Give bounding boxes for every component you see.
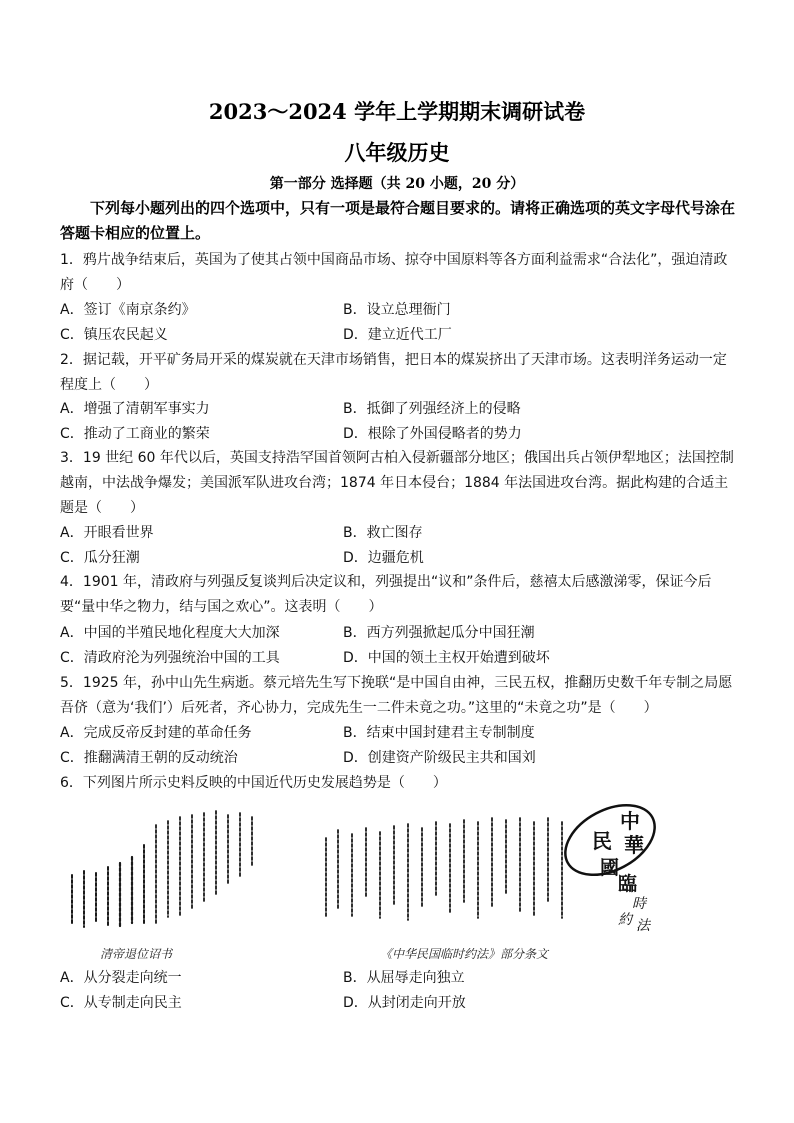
svg-text:法: 法 xyxy=(636,918,650,934)
figure-1-caption: 清帝退位诏书 xyxy=(100,947,173,961)
instructions: 下列每小题列出的四个选项中，只有一项是最符合题目要求的。请将正确选项的英文字母代号涂在答题卡相应的位置上。 xyxy=(60,199,736,242)
question-5-option-c: C．推翻满清王朝的反动统治 xyxy=(60,750,238,766)
question-6-option-d: D．从封闭走向开放 xyxy=(343,995,466,1011)
question-2-option-c: C．推动了工商业的繁荣 xyxy=(60,426,210,442)
question-5-stem: 5．1925 年，孙中山先生病逝。蔡元培先生写下挽联“是中国自由神，三民五权，推翻历史数千年专制之局愿吾侪（意为‘我们’）后死者，齐心协力，完成先生一二件未竟之功。”这里的“未竟之功”是（ ） xyxy=(60,675,733,716)
question-3-stem: 3．19 世纪 60 年代以后，英国支持浩罕国首领阿古柏入侵新疆部分地区；俄国出兵占领伊犁地区；法国控制越南，中法战争爆发；美国派军队进攻台湾；1874 年日本侵台；1884 年法国进攻台湾。据此构建的合适主题是（ ） xyxy=(60,450,734,516)
question-6-option-b: B．从屈辱走向独立 xyxy=(343,970,465,986)
question-1-stem: 1．鸦片战争结束后，英国为了使其占领中国商品市场、掠夺中国原料等各方面利益需求“合法化”，强迫清政府（ ） xyxy=(60,252,728,293)
question-3-option-d: D．边疆危机 xyxy=(343,550,424,566)
question-1-option-d: D．建立近代工厂 xyxy=(343,327,452,343)
question-2-option-a: A．增强了清朝军事实力 xyxy=(60,401,210,417)
provisional-constitution-image xyxy=(318,798,658,940)
svg-text:民: 民 xyxy=(592,829,612,853)
svg-text:華: 華 xyxy=(624,833,644,857)
question-1-option-b: B．设立总理衙门 xyxy=(343,302,451,318)
question-1-option-a: A．签订《南京条约》 xyxy=(60,302,196,318)
question-6-option-c: C．从专制走向民主 xyxy=(60,995,182,1011)
question-4-option-c: C．清政府沦为列强统治中国的工具 xyxy=(60,650,280,666)
question-4-option-a: A．中国的半殖民地化程度大大加深 xyxy=(60,625,280,641)
svg-text:時: 時 xyxy=(632,896,646,912)
question-3-option-b: B．救亡图存 xyxy=(343,525,423,541)
svg-text:國: 國 xyxy=(600,857,620,879)
question-6-stem: 6．下列图片所示史料反映的中国近代历史发展趋势是（ ） xyxy=(60,775,447,791)
question-3-option-a: A．开眼看世界 xyxy=(60,525,154,541)
question-2-stem: 2．据记载，开平矿务局开采的煤炭就在天津市场销售，把日本的煤炭挤出了天津市场。这表明洋务运动一定程度上（ ） xyxy=(60,352,727,393)
question-5-option-d: D．创建资产阶级民主共和国刘 xyxy=(343,750,536,766)
svg-text:臨: 臨 xyxy=(618,873,638,895)
question-1-option-c: C．镇压农民起义 xyxy=(60,327,168,343)
question-5-option-a: A．完成反帝反封建的革命任务 xyxy=(60,725,252,741)
exam-title: 2023～2024 学年上学期期末调研试卷 xyxy=(208,99,586,124)
section-heading: 第一部分 选择题（共 20 小题，20 分） xyxy=(269,176,525,192)
question-5-option-b: B．结束中国封建君主专制制度 xyxy=(343,725,535,741)
exam-subtitle: 八年级历史 xyxy=(344,140,450,165)
question-2-option-b: B．抵御了列强经济上的侵略 xyxy=(343,401,521,417)
abdication-edict-image xyxy=(62,805,272,935)
figure-2-caption: 《中华民国临时约法》部分条文 xyxy=(380,947,549,961)
question-2-option-d: D．根除了外国侵略者的势力 xyxy=(343,426,522,442)
question-4-option-d: D．中国的领土主权开始遭到破坏 xyxy=(343,650,550,666)
question-4-stem: 4．1901 年，清政府与列强反复谈判后决定议和，列强提出“议和”条件后，慈禧太后感激涕零，保证今后要“量中华之物力，结与国之欢心”。这表明（ ） xyxy=(60,574,712,615)
question-4-option-b: B．西方列强掀起瓜分中国狂潮 xyxy=(343,625,535,641)
question-6-option-a: A．从分裂走向统一 xyxy=(60,970,182,986)
svg-text:約: 約 xyxy=(618,912,632,928)
svg-text:中: 中 xyxy=(620,809,640,833)
question-3-option-c: C．瓜分狂潮 xyxy=(60,550,140,566)
